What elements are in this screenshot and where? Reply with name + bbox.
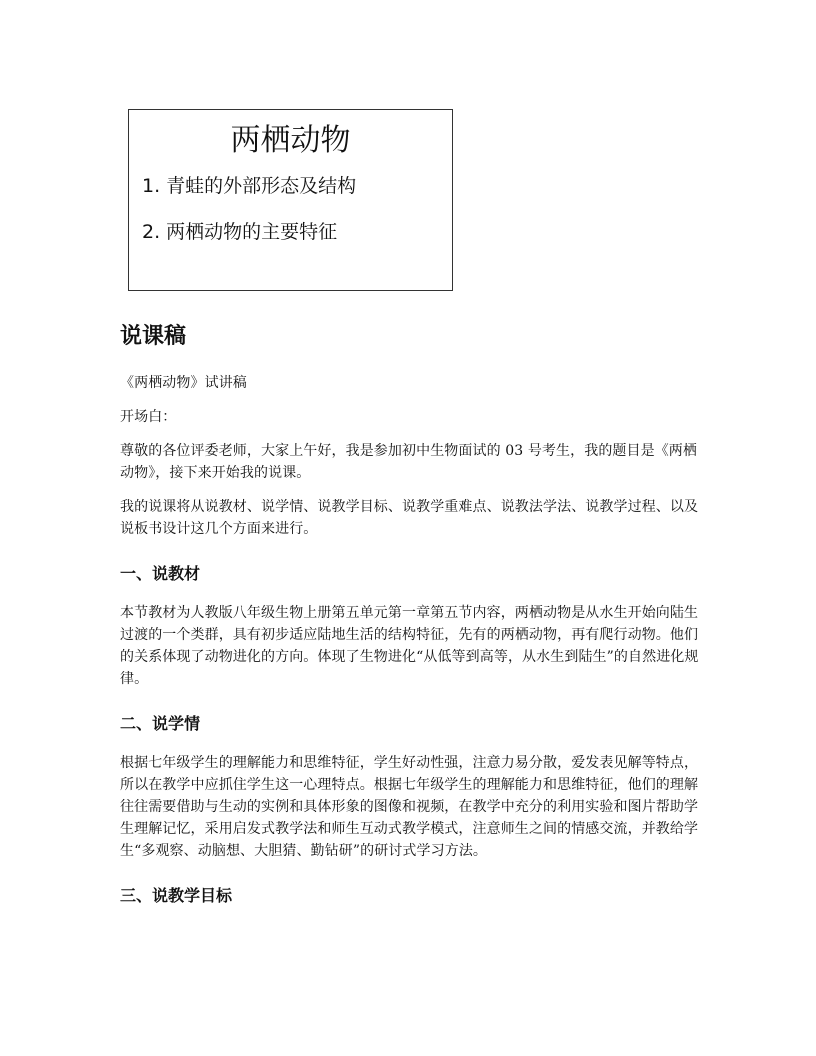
document-subtitle: 《两栖动物》试讲稿 (120, 375, 247, 391)
section-heading-students: 二、说学情 (120, 714, 201, 733)
document-body (120, 322, 700, 924)
document-title: 说课稿 (120, 324, 187, 349)
slide-item-text: 两栖动物的主要特征 (166, 221, 338, 243)
slide-thumbnail (128, 109, 453, 291)
section-heading-objectives: 三、说教学目标 (120, 886, 233, 905)
slide-title: 两栖动物 (230, 123, 351, 158)
overview-paragraph: 我的说课将从说教材、说学情、说教学目标、说教学重难点、说教法学法、说教学过程、以及说板书设计这几个方面来进行。 (120, 499, 699, 537)
slide-item (142, 174, 356, 198)
slide-item-text: 青蛙的外部形态及结构 (166, 175, 357, 197)
section-paragraph-students: 根据七年级学生的理解能力和思维特征，学生好动性强，注意力易分散，爱发表见解等特点，所以在教学中应抓住学生这一心理特点。根据七年级学生的理解能力和思维特征，他们的理解往往需要借助与生动的实例和具体形象的图像和视频，在教学中充分的利用实验和图片帮助学生理解记忆，采用启发式教学法和师生互动式教学模式，注意师生之间的情感交流，并教给学生“多观察、动脑想、大胆猜、勤钻研”的研讨式学习方法。 (120, 755, 699, 859)
section-paragraph-textbook: 本节教材为人教版八年级生物上册第五单元第一章第五节内容，两栖动物是从水生开始向陆生过渡的一个类群，具有初步适应陆地生活的结构特征，先有的两栖动物，再有爬行动物。他们的关系体现了动物进化的方向。体现了生物进化“从低等到高等，从水生到陆生”的自然进化规律。 (120, 605, 699, 687)
slide-item-number: 1. (142, 175, 161, 197)
slide-item-number: 2. (142, 221, 161, 243)
slide-item (142, 220, 337, 244)
opening-label: 开场白： (120, 409, 177, 425)
section-heading-textbook: 一、说教材 (120, 564, 201, 583)
opening-paragraph: 尊敬的各位评委老师，大家上午好，我是参加初中生物面试的 03 号考生，我的题目是《两栖动物》，接下来开始我的说课。 (120, 443, 698, 481)
